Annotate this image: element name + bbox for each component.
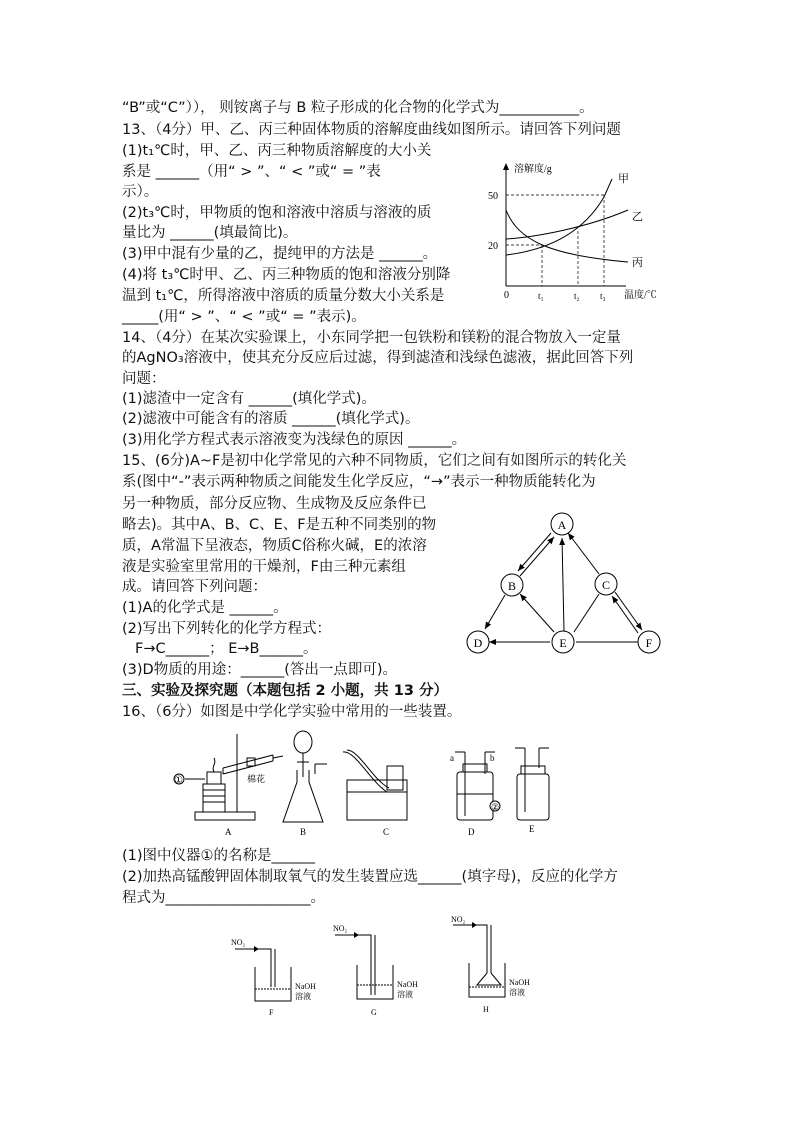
- text-line: 的AgNO₃溶液中，使其充分反应后过滤，得到滤渣和浅绿色滤液，据此回答下列: [122, 350, 634, 366]
- apparatus-f: [235, 949, 291, 1001]
- y-axis-label: 溶解度/g: [514, 164, 552, 175]
- x-tick-label: t₁: [538, 291, 544, 301]
- arrow-a-to-b: [518, 533, 551, 571]
- apparatus-label-c: C: [383, 827, 390, 837]
- solution-label: 溶液: [509, 988, 525, 997]
- text-line: (3)D物质的用途：______(答出一点即可)。: [122, 662, 398, 678]
- solubility-curve-chart: [478, 155, 678, 307]
- text-line: 成。请回答下列问题：: [122, 579, 267, 595]
- solution-label: 溶液: [295, 992, 311, 1001]
- naoh-label: NaOH: [509, 978, 530, 987]
- naoh-label: NaOH: [397, 980, 418, 989]
- series-label-jia: 甲: [618, 173, 629, 185]
- text-line: F→C______； E→B______。: [135, 641, 318, 657]
- apparatus-figure-f-h: [225, 915, 565, 1020]
- node-label: B: [507, 579, 517, 593]
- text-line: _____(用“ > ”、“ < ”或“ = ”表示)。: [122, 309, 366, 325]
- text-line: (1)t₁℃时，甲、乙、丙三种物质溶解度的大小关: [122, 143, 432, 159]
- arrow-e-to-a: [562, 538, 564, 631]
- text-line: 略去)。其中A、B、C、E、F是五种不同类别的物: [122, 517, 437, 533]
- apparatus-g: [335, 935, 393, 999]
- node-b: [501, 574, 523, 596]
- text-line: 质，A常温下呈液态，物质C俗称火碱，E的浓溶: [122, 538, 427, 554]
- curve-jia: [506, 179, 612, 255]
- apparatus-h: [453, 925, 505, 997]
- x-axis-label: 温度/℃: [624, 290, 657, 301]
- y-tick-label: 50: [488, 191, 498, 202]
- text-line: (4)将 t₃℃时甲、乙、丙三种物质的饱和溶液分别降: [122, 267, 451, 283]
- text-line: (2)滤液中可能含有的溶质 ______(填化学式)。: [122, 411, 420, 427]
- apparatus-label-g: G: [371, 1008, 377, 1017]
- text-line: “B”或“C”））， 则铵离子与 B 粒子形成的化合物的化学式为___________。: [122, 100, 594, 116]
- text-line: 温到 t₁℃，所得溶液中溶质的质量分数大小关系是: [122, 288, 445, 304]
- apparatus-label-d: D: [468, 827, 475, 837]
- origin-label: 0: [504, 290, 509, 301]
- apparatus-c: [343, 750, 407, 820]
- node-label: C: [601, 578, 611, 592]
- link-e-c: [574, 594, 599, 632]
- series-label-yi: 乙: [632, 211, 643, 223]
- text-line: 液是实验室里常用的干燥剂，F由三种元素组: [122, 559, 406, 575]
- arrow-f-to-c: [612, 596, 638, 633]
- node-c: [595, 573, 617, 595]
- node-label: E: [559, 636, 567, 650]
- text-line: 系是 ______（用“ > ”、“ < ”或“ = ”表: [122, 164, 381, 180]
- arrow-b-to-d: [485, 595, 505, 629]
- node-f: [638, 631, 660, 653]
- series-label-bing: 丙: [632, 257, 643, 269]
- text-line: (2)t₃℃时，甲物质的饱和溶液中溶质与溶液的质: [122, 205, 432, 221]
- node-label: D: [473, 636, 483, 650]
- text-line: 另一种物质，部分反应物、生成物及反应条件已: [122, 496, 427, 512]
- naoh-label: NaOH: [295, 982, 316, 991]
- apparatus-e: [515, 748, 549, 820]
- substance-network-diagram: [458, 508, 678, 658]
- text-line: (1)滤渣中一定含有 ______(填化学式)。: [122, 391, 376, 407]
- cotton-label: 棉花: [247, 774, 266, 784]
- text-line: 量比为 ______(填最简比)。: [122, 225, 298, 241]
- apparatus-label-f: F: [269, 1008, 274, 1017]
- question-14: 14、（4分）在某次实验课上，小东同学把一包铁粉和镁粉的混合物放入一定量: [122, 330, 621, 346]
- arrow-b-to-a: [520, 537, 554, 576]
- gas-label: NO₂: [451, 915, 466, 924]
- question-15: 15、(6分)A~F是初中化学常见的六种不同物质，它们之间有如图所示的转化关: [122, 453, 627, 469]
- text-line: 问题：: [122, 371, 166, 387]
- text-line: 示）。: [122, 184, 159, 200]
- arrow-c-to-f: [615, 592, 642, 630]
- y-axis-arrow: [503, 163, 509, 170]
- y-tick-label: 20: [488, 241, 498, 252]
- text-line: (2)写出下列转化的化学方程式：: [122, 621, 332, 637]
- gas-label: NO₂: [333, 924, 348, 933]
- x-tick-label: t₂: [574, 291, 580, 301]
- node-label: A: [557, 518, 567, 532]
- port-b-label: b: [490, 753, 495, 763]
- port-a-label: a: [450, 753, 454, 763]
- node-a: [551, 513, 573, 535]
- node-d: [467, 631, 489, 653]
- apparatus-label-b: B: [300, 827, 307, 837]
- curve-bing: [506, 210, 628, 262]
- apparatus-label-h: H: [483, 1005, 489, 1014]
- solution-label: 溶液: [397, 990, 413, 999]
- x-tick-label: t₃: [600, 291, 606, 301]
- arrow-c-to-a: [568, 533, 599, 574]
- text-line: 系(图中“-”表示两种物质之间能发生化学反应，“→”表示一种物质能转化为: [122, 474, 596, 490]
- text-line: (2)加热高锰酸钾固体制取氧气的发生装置应选______(填字母)，反应的化学方: [122, 869, 618, 885]
- node-label: F: [645, 636, 653, 650]
- question-16: 16、（6分）如图是中学化学实验中常用的一些装置。: [122, 704, 462, 720]
- gas-label: NO₂: [231, 938, 246, 947]
- node-e: [552, 631, 574, 653]
- apparatus-figure-a-e: [165, 722, 565, 840]
- apparatus-label-e: E: [529, 824, 535, 834]
- text-line: (3)甲中混有少量的乙，提纯甲的方法是 ______。: [122, 246, 438, 262]
- text-line: 程式为____________________。: [122, 890, 325, 906]
- circle-2-label: ②: [491, 802, 500, 812]
- section-3-heading: 三、实验及探究题（本题包括 2 小题，共 13 分）: [122, 683, 448, 699]
- question-13: 13、（4分）甲、乙、丙三种固体物质的溶解度曲线如图所示。请回答下列问题: [122, 122, 621, 138]
- apparatus-a: [174, 734, 283, 820]
- apparatus-label-a: A: [225, 827, 232, 837]
- text-line: (1)图中仪器①的名称是______: [122, 848, 316, 864]
- text-line: (1)A的化学式是 ______。: [122, 600, 288, 616]
- text-line: (3)用化学方程式表示溶液变为浅绿色的原因 ______。: [122, 432, 467, 448]
- circle-1-label: ①: [174, 775, 183, 786]
- arrow-e-to-b: [520, 594, 554, 632]
- apparatus-b: [283, 731, 327, 822]
